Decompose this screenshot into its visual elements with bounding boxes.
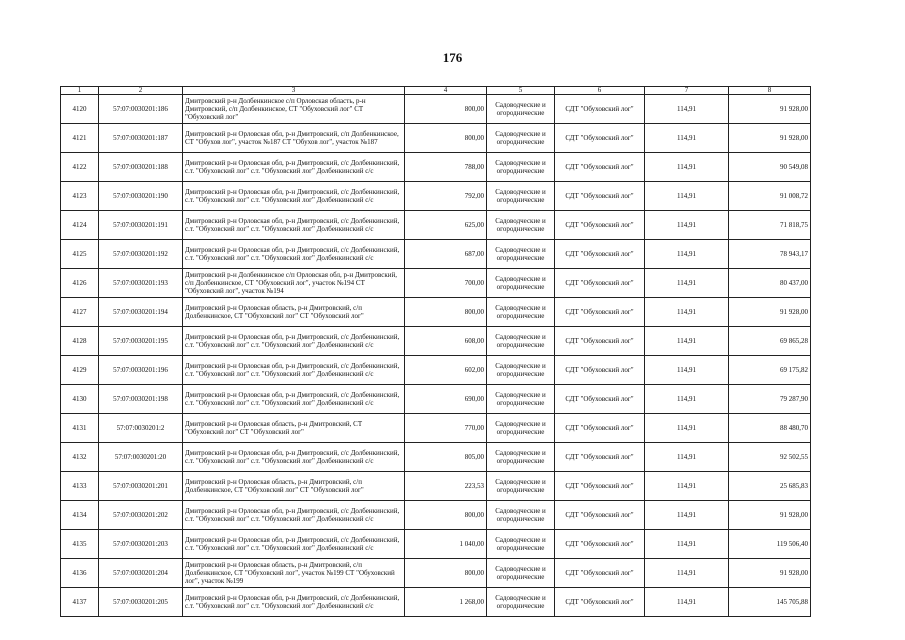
value-cell: 69 865,28 (729, 327, 811, 356)
address-cell: Дмитровский р-н Орловская область, р-н Дмитровский, с/п Долбенкинское, СТ "Обуховский лог" СТ "Обуховский лог" (183, 472, 405, 501)
organization-cell: СДТ "Обуховский лог" (555, 95, 645, 124)
address-cell: Дмитровский р-н Орловская область, р-н Дмитровский, с/п Долбенкинское, СТ "Обуховский лог" СТ "Обуховский лог" (183, 298, 405, 327)
organization-cell: СДТ "Обуховский лог" (555, 414, 645, 443)
cadastral-number: 57:07:0030201:192 (99, 240, 183, 269)
cadastral-number: 57:07:0030201:2 (99, 414, 183, 443)
table-row (61, 153, 811, 182)
area-cell: 602,00 (405, 356, 487, 385)
land-use-cell: Садоводческие и огороднические (487, 269, 555, 298)
cadastral-number: 57:07:0030201:195 (99, 327, 183, 356)
value-cell: 91 928,00 (729, 95, 811, 124)
area-cell: 770,00 (405, 414, 487, 443)
row-number: 4124 (61, 211, 99, 240)
organization-cell: СДТ "Обуховский лог" (555, 211, 645, 240)
cadastral-number: 57:07:0030201:187 (99, 124, 183, 153)
value-cell: 119 506,40 (729, 530, 811, 559)
value-cell: 80 437,00 (729, 269, 811, 298)
address-cell: Дмитровский р-н Орловская область, р-н Дмитровский, СТ "Обуховский лог" СТ "Обуховский лог" (183, 414, 405, 443)
row-number: 4130 (61, 385, 99, 414)
rate-cell: 114,91 (645, 269, 729, 298)
rate-cell: 114,91 (645, 124, 729, 153)
land-use-cell: Садоводческие и огороднические (487, 95, 555, 124)
area-cell: 608,00 (405, 327, 487, 356)
row-number: 4136 (61, 559, 99, 588)
land-use-cell: Садоводческие и огороднические (487, 414, 555, 443)
value-cell: 92 502,55 (729, 443, 811, 472)
value-cell: 145 705,88 (729, 588, 811, 617)
row-number: 4133 (61, 472, 99, 501)
land-use-cell: Садоводческие и огороднические (487, 298, 555, 327)
area-cell: 1 268,00 (405, 588, 487, 617)
row-number: 4132 (61, 443, 99, 472)
organization-cell: СДТ "Обуховский лог" (555, 472, 645, 501)
column-header: 1 (61, 87, 99, 95)
table-row (61, 443, 811, 472)
land-use-cell: Садоводческие и огороднические (487, 588, 555, 617)
rate-cell: 114,91 (645, 153, 729, 182)
organization-cell: СДТ "Обуховский лог" (555, 501, 645, 530)
table-row (61, 211, 811, 240)
register-table (60, 86, 811, 617)
rate-cell: 114,91 (645, 501, 729, 530)
value-cell: 91 928,00 (729, 124, 811, 153)
table-row (61, 298, 811, 327)
address-cell: Дмитровский р-н Долбенкинское с/п Орловская обл, р-н Дмитровский, с/п Долбенкинское, СТ "Обуховский лог", участок №194 СТ "Обуховский лог", участок №194 (183, 269, 405, 298)
area-cell: 792,00 (405, 182, 487, 211)
cadastral-number: 57:07:0030201:203 (99, 530, 183, 559)
land-use-cell: Садоводческие и огороднические (487, 153, 555, 182)
area-cell: 690,00 (405, 385, 487, 414)
land-use-cell: Садоводческие и огороднические (487, 559, 555, 588)
row-number: 4120 (61, 95, 99, 124)
row-number: 4126 (61, 269, 99, 298)
organization-cell: СДТ "Обуховский лог" (555, 124, 645, 153)
address-cell: Дмитровский р-н Орловская обл, р-н Дмитровский, с/с Долбенкинский, с.т. "Обуховский лог" с.т. "Обуховский лог" Долбенкинский с/с (183, 588, 405, 617)
cadastral-number: 57:07:0030201:20 (99, 443, 183, 472)
organization-cell: СДТ "Обуховский лог" (555, 443, 645, 472)
table-row (61, 472, 811, 501)
cadastral-number: 57:07:0030201:201 (99, 472, 183, 501)
table-row (61, 240, 811, 269)
cadastral-number: 57:07:0030201:202 (99, 501, 183, 530)
address-cell: Дмитровский р-н Орловская обл, р-н Дмитровский, с/п Долбенкинское, СТ "Обухов лог", участок №187 СТ "Обухов лог", участок №187 (183, 124, 405, 153)
rate-cell: 114,91 (645, 95, 729, 124)
land-use-cell: Садоводческие и огороднические (487, 501, 555, 530)
address-cell: Дмитровский р-н Орловская обл, р-н Дмитровский, с/с Долбенкинский, с.т. "Обуховский лог" с.т. "Обуховский лог" Долбенкинский с/с (183, 182, 405, 211)
land-use-cell: Садоводческие и огороднические (487, 240, 555, 269)
land-use-cell: Садоводческие и огороднические (487, 443, 555, 472)
table-row (61, 414, 811, 443)
cadastral-number: 57:07:0030201:194 (99, 298, 183, 327)
address-cell: Дмитровский р-н Орловская область, р-н Дмитровский, с/п Долбенкинское, СТ "Обуховский лог", участок №199 СТ "Обуховский лог", участок №199 (183, 559, 405, 588)
rate-cell: 114,91 (645, 559, 729, 588)
rate-cell: 114,91 (645, 356, 729, 385)
address-cell: Дмитровский р-н Орловская обл, р-н Дмитровский, с/с Долбенкинский, с.т. "Обуховский лог" с.т. "Обуховский лог" Долбенкинский с/с (183, 385, 405, 414)
rate-cell: 114,91 (645, 298, 729, 327)
land-use-cell: Садоводческие и огороднические (487, 327, 555, 356)
area-cell: 1 040,00 (405, 530, 487, 559)
area-cell: 800,00 (405, 124, 487, 153)
table-row (61, 182, 811, 211)
table-body (61, 95, 811, 617)
value-cell: 90 549,08 (729, 153, 811, 182)
rate-cell: 114,91 (645, 530, 729, 559)
row-number: 4122 (61, 153, 99, 182)
table-row (61, 385, 811, 414)
table-row (61, 269, 811, 298)
organization-cell: СДТ "Обуховский лог" (555, 356, 645, 385)
cadastral-number: 57:07:0030201:196 (99, 356, 183, 385)
area-cell: 805,00 (405, 443, 487, 472)
rate-cell: 114,91 (645, 240, 729, 269)
rate-cell: 114,91 (645, 443, 729, 472)
table-header-row (61, 87, 811, 95)
address-cell: Дмитровский р-н Орловская обл, р-н Дмитровский, с/с Долбенкинский, с.т. "Обуховский лог" с.т. "Обуховский лог" Долбенкинский с/с (183, 240, 405, 269)
rate-cell: 114,91 (645, 182, 729, 211)
address-cell: Дмитровский р-н Долбенкинское с/п Орловская область, р-н Дмитровский, с/п Долбенкинское, СТ "Обуховский лог" СТ "Обуховский лог" (183, 95, 405, 124)
organization-cell: СДТ "Обуховский лог" (555, 530, 645, 559)
organization-cell: СДТ "Обуховский лог" (555, 182, 645, 211)
value-cell: 91 928,00 (729, 559, 811, 588)
area-cell: 700,00 (405, 269, 487, 298)
column-header: 6 (555, 87, 645, 95)
table-row (61, 95, 811, 124)
table-row (61, 124, 811, 153)
land-use-cell: Садоводческие и огороднические (487, 211, 555, 240)
row-number: 4134 (61, 501, 99, 530)
column-header: 3 (183, 87, 405, 95)
organization-cell: СДТ "Обуховский лог" (555, 269, 645, 298)
land-use-cell: Садоводческие и огороднические (487, 182, 555, 211)
organization-cell: СДТ "Обуховский лог" (555, 559, 645, 588)
organization-cell: СДТ "Обуховский лог" (555, 240, 645, 269)
value-cell: 78 943,17 (729, 240, 811, 269)
table-row (61, 530, 811, 559)
address-cell: Дмитровский р-н Орловская обл, р-н Дмитровский, с/с Долбенкинский, с.т. "Обуховский лог" с.т. "Обуховский лог" Долбенкинский с/с (183, 443, 405, 472)
land-use-cell: Садоводческие и огороднические (487, 530, 555, 559)
organization-cell: СДТ "Обуховский лог" (555, 385, 645, 414)
cadastral-number: 57:07:0030201:186 (99, 95, 183, 124)
area-cell: 788,00 (405, 153, 487, 182)
column-header: 4 (405, 87, 487, 95)
organization-cell: СДТ "Обуховский лог" (555, 327, 645, 356)
table-row (61, 327, 811, 356)
organization-cell: СДТ "Обуховский лог" (555, 298, 645, 327)
cadastral-number: 57:07:0030201:191 (99, 211, 183, 240)
organization-cell: СДТ "Обуховский лог" (555, 153, 645, 182)
land-use-cell: Садоводческие и огороднические (487, 472, 555, 501)
area-cell: 223,53 (405, 472, 487, 501)
table-row (61, 501, 811, 530)
rate-cell: 114,91 (645, 385, 729, 414)
land-use-cell: Садоводческие и огороднические (487, 124, 555, 153)
value-cell: 91 928,00 (729, 298, 811, 327)
row-number: 4125 (61, 240, 99, 269)
value-cell: 25 685,83 (729, 472, 811, 501)
column-header: 2 (99, 87, 183, 95)
column-header: 8 (729, 87, 811, 95)
rate-cell: 114,91 (645, 211, 729, 240)
rate-cell: 114,91 (645, 472, 729, 501)
table-row (61, 588, 811, 617)
value-cell: 71 818,75 (729, 211, 811, 240)
address-cell: Дмитровский р-н Орловская обл, р-н Дмитровский, с/с Долбенкинский, с.т. "Обуховский лог" с.т. "Обуховский лог" Долбенкинский с/с (183, 211, 405, 240)
page-number: 176 (442, 50, 463, 65)
area-cell: 800,00 (405, 298, 487, 327)
area-cell: 687,00 (405, 240, 487, 269)
cadastral-number: 57:07:0030201:190 (99, 182, 183, 211)
column-header: 5 (487, 87, 555, 95)
cadastral-number: 57:07:0030201:205 (99, 588, 183, 617)
address-cell: Дмитровский р-н Орловская обл, р-н Дмитровский, с/с Долбенкинский, с.т. "Обуховский лог" с.т. "Обуховский лог" Долбенкинский с/с (183, 327, 405, 356)
area-cell: 800,00 (405, 559, 487, 588)
land-use-cell: Садоводческие и огороднические (487, 356, 555, 385)
area-cell: 800,00 (405, 501, 487, 530)
address-cell: Дмитровский р-н Орловская обл, р-н Дмитровский, с/с Долбенкинский, с.т. "Обуховский лог" с.т. "Обуховский лог" Долбенкинский с/с (183, 501, 405, 530)
land-use-cell: Садоводческие и огороднические (487, 385, 555, 414)
value-cell: 69 175,82 (729, 356, 811, 385)
cadastral-number: 57:07:0030201:188 (99, 153, 183, 182)
cadastral-number: 57:07:0030201:193 (99, 269, 183, 298)
row-number: 4128 (61, 327, 99, 356)
row-number: 4137 (61, 588, 99, 617)
rate-cell: 114,91 (645, 327, 729, 356)
value-cell: 91 928,00 (729, 501, 811, 530)
rate-cell: 114,91 (645, 588, 729, 617)
address-cell: Дмитровский р-н Орловская обл, р-н Дмитровский, с/с Долбенкинский, с.т. "Обуховский лог" с.т. "Обуховский лог" Долбенкинский с/с (183, 530, 405, 559)
cadastral-number: 57:07:0030201:204 (99, 559, 183, 588)
value-cell: 88 480,70 (729, 414, 811, 443)
area-cell: 625,00 (405, 211, 487, 240)
column-header: 7 (645, 87, 729, 95)
row-number: 4121 (61, 124, 99, 153)
value-cell: 79 287,90 (729, 385, 811, 414)
table-row (61, 356, 811, 385)
cadastral-number: 57:07:0030201:198 (99, 385, 183, 414)
value-cell: 91 008,72 (729, 182, 811, 211)
row-number: 4127 (61, 298, 99, 327)
address-cell: Дмитровский р-н Орловская обл, р-н Дмитровский, с/с Долбенкинский, с.т. "Обуховский лог" с.т. "Обуховский лог" Долбенкинский с/с (183, 356, 405, 385)
table-row (61, 559, 811, 588)
area-cell: 800,00 (405, 95, 487, 124)
organization-cell: СДТ "Обуховский лог" (555, 588, 645, 617)
address-cell: Дмитровский р-н Орловская обл, р-н Дмитровский, с/с Долбенкинский, с.т. "Обуховский лог" с.т. "Обуховский лог" Долбенкинский с/с (183, 153, 405, 182)
rate-cell: 114,91 (645, 414, 729, 443)
row-number: 4123 (61, 182, 99, 211)
row-number: 4131 (61, 414, 99, 443)
row-number: 4129 (61, 356, 99, 385)
row-number: 4135 (61, 530, 99, 559)
